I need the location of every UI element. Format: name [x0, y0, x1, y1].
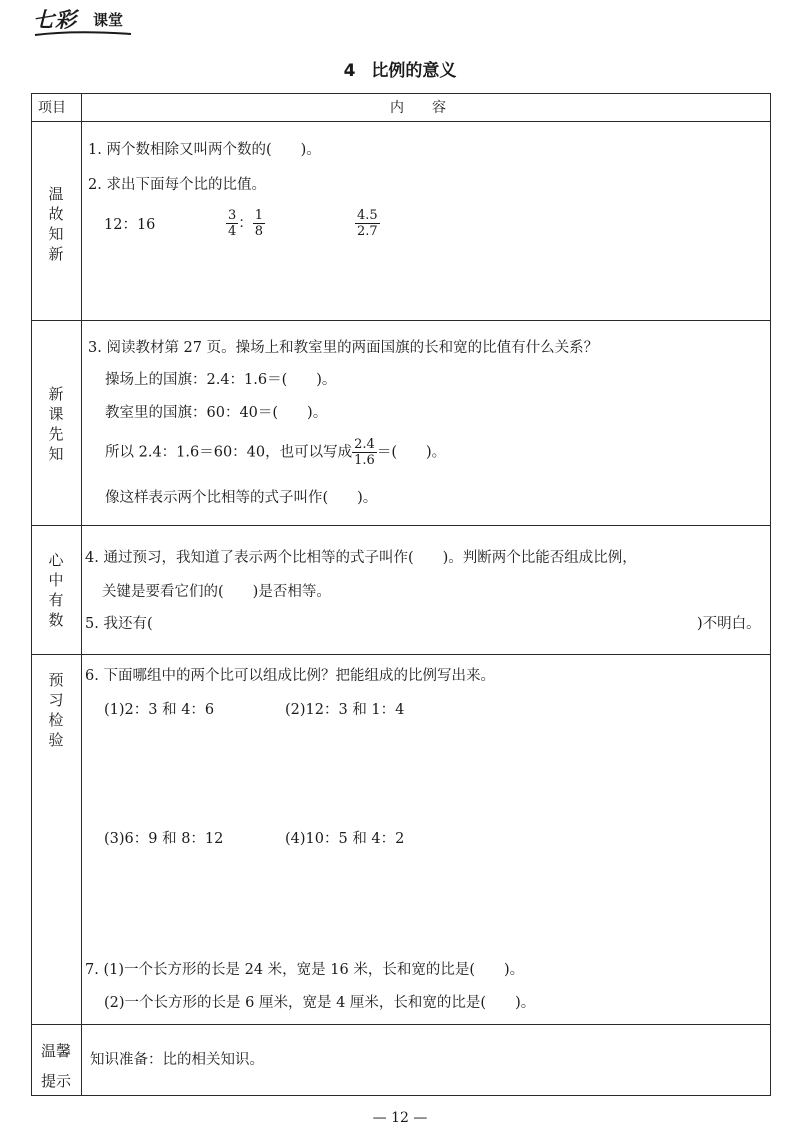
question-5-end: )不明白。 — [697, 616, 761, 632]
question-7-1: 7. (1)一个长方形的长是 24 米，宽是 16 米，长和宽的比是( )。 — [85, 962, 525, 978]
logo-subtext: 课堂 — [93, 11, 124, 29]
row-divider — [31, 320, 771, 321]
row-divider — [31, 654, 771, 655]
row-divider — [31, 1024, 771, 1025]
question-2: 2. 求出下面每个比的比值。 — [88, 177, 266, 193]
page-title — [0, 56, 800, 81]
section-label-mind: 心 中 有 数 — [48, 551, 64, 629]
lesson-number: 4 — [343, 61, 356, 81]
section-label-new-lesson: 新 课 先 知 — [48, 385, 64, 463]
question-6: 6. 下面哪组中的两个比可以组成比例？把能组成的比例写出来。 — [85, 668, 495, 684]
question-5: 5. 我还有( — [85, 616, 153, 632]
ratio-2: $\frac{3}{4}$ ： $\frac{1}{8}$ — [228, 208, 264, 239]
question-4-cont: 关键是要看它们的( )是否相等。 — [102, 584, 331, 600]
header-content: 内 容 — [390, 100, 446, 116]
section-label-tip: 温馨 提示 — [40, 1042, 71, 1090]
tip-text: 知识准备：比的相关知识。 — [90, 1052, 264, 1068]
question-7-2: (2)一个长方形的长是 6 厘米，宽是 4 厘米，长和宽的比是( )。 — [104, 995, 536, 1011]
section-label-review: 温 故 知 新 — [48, 185, 64, 263]
ratio-3: $\frac{4.5}{2.7}$ — [357, 208, 378, 239]
ratio-1: 12：16 — [104, 217, 156, 233]
proportion-line: 所以 2.4：1.6＝60：40，也可以写成 $\frac{2.4}{1.6}$ ＝( )。 — [105, 437, 447, 468]
pair-3: (3)6：9 和 8：12 — [104, 831, 224, 847]
flag-classroom: 教室里的国旗：60：40＝( )。 — [105, 405, 328, 421]
column-divider — [81, 93, 82, 1096]
question-1: 1. 两个数相除又叫两个数的( )。 — [88, 142, 321, 158]
row-divider — [31, 525, 771, 526]
page-number: — 12 — — [372, 1110, 428, 1126]
section-label-check: 预 习 检 验 — [48, 671, 64, 749]
logo-swoosh-icon — [33, 30, 133, 38]
header-item: 项目 — [38, 100, 66, 116]
pair-4: (4)10：5 和 4：2 — [285, 831, 405, 847]
pair-1: (1)2：3 和 4：6 — [104, 702, 215, 718]
brand-logo — [33, 4, 138, 38]
row-divider — [31, 121, 771, 122]
pair-2: (2)12：3 和 1：4 — [285, 702, 405, 718]
question-4: 4. 通过预习，我知道了表示两个比相等的式子叫作( )。判断两个比能否组成比例， — [85, 550, 637, 566]
lesson-title: 比例的意义 — [371, 61, 457, 81]
definition-line: 像这样表示两个比相等的式子叫作( )。 — [105, 490, 378, 506]
flag-playground: 操场上的国旗：2.4：1.6＝( )。 — [105, 372, 337, 388]
question-3: 3. 阅读教材第 27 页。操场上和教室里的两面国旗的长和宽的比值有什么关系？ — [88, 340, 599, 356]
logo-text: 七彩 — [33, 8, 77, 32]
